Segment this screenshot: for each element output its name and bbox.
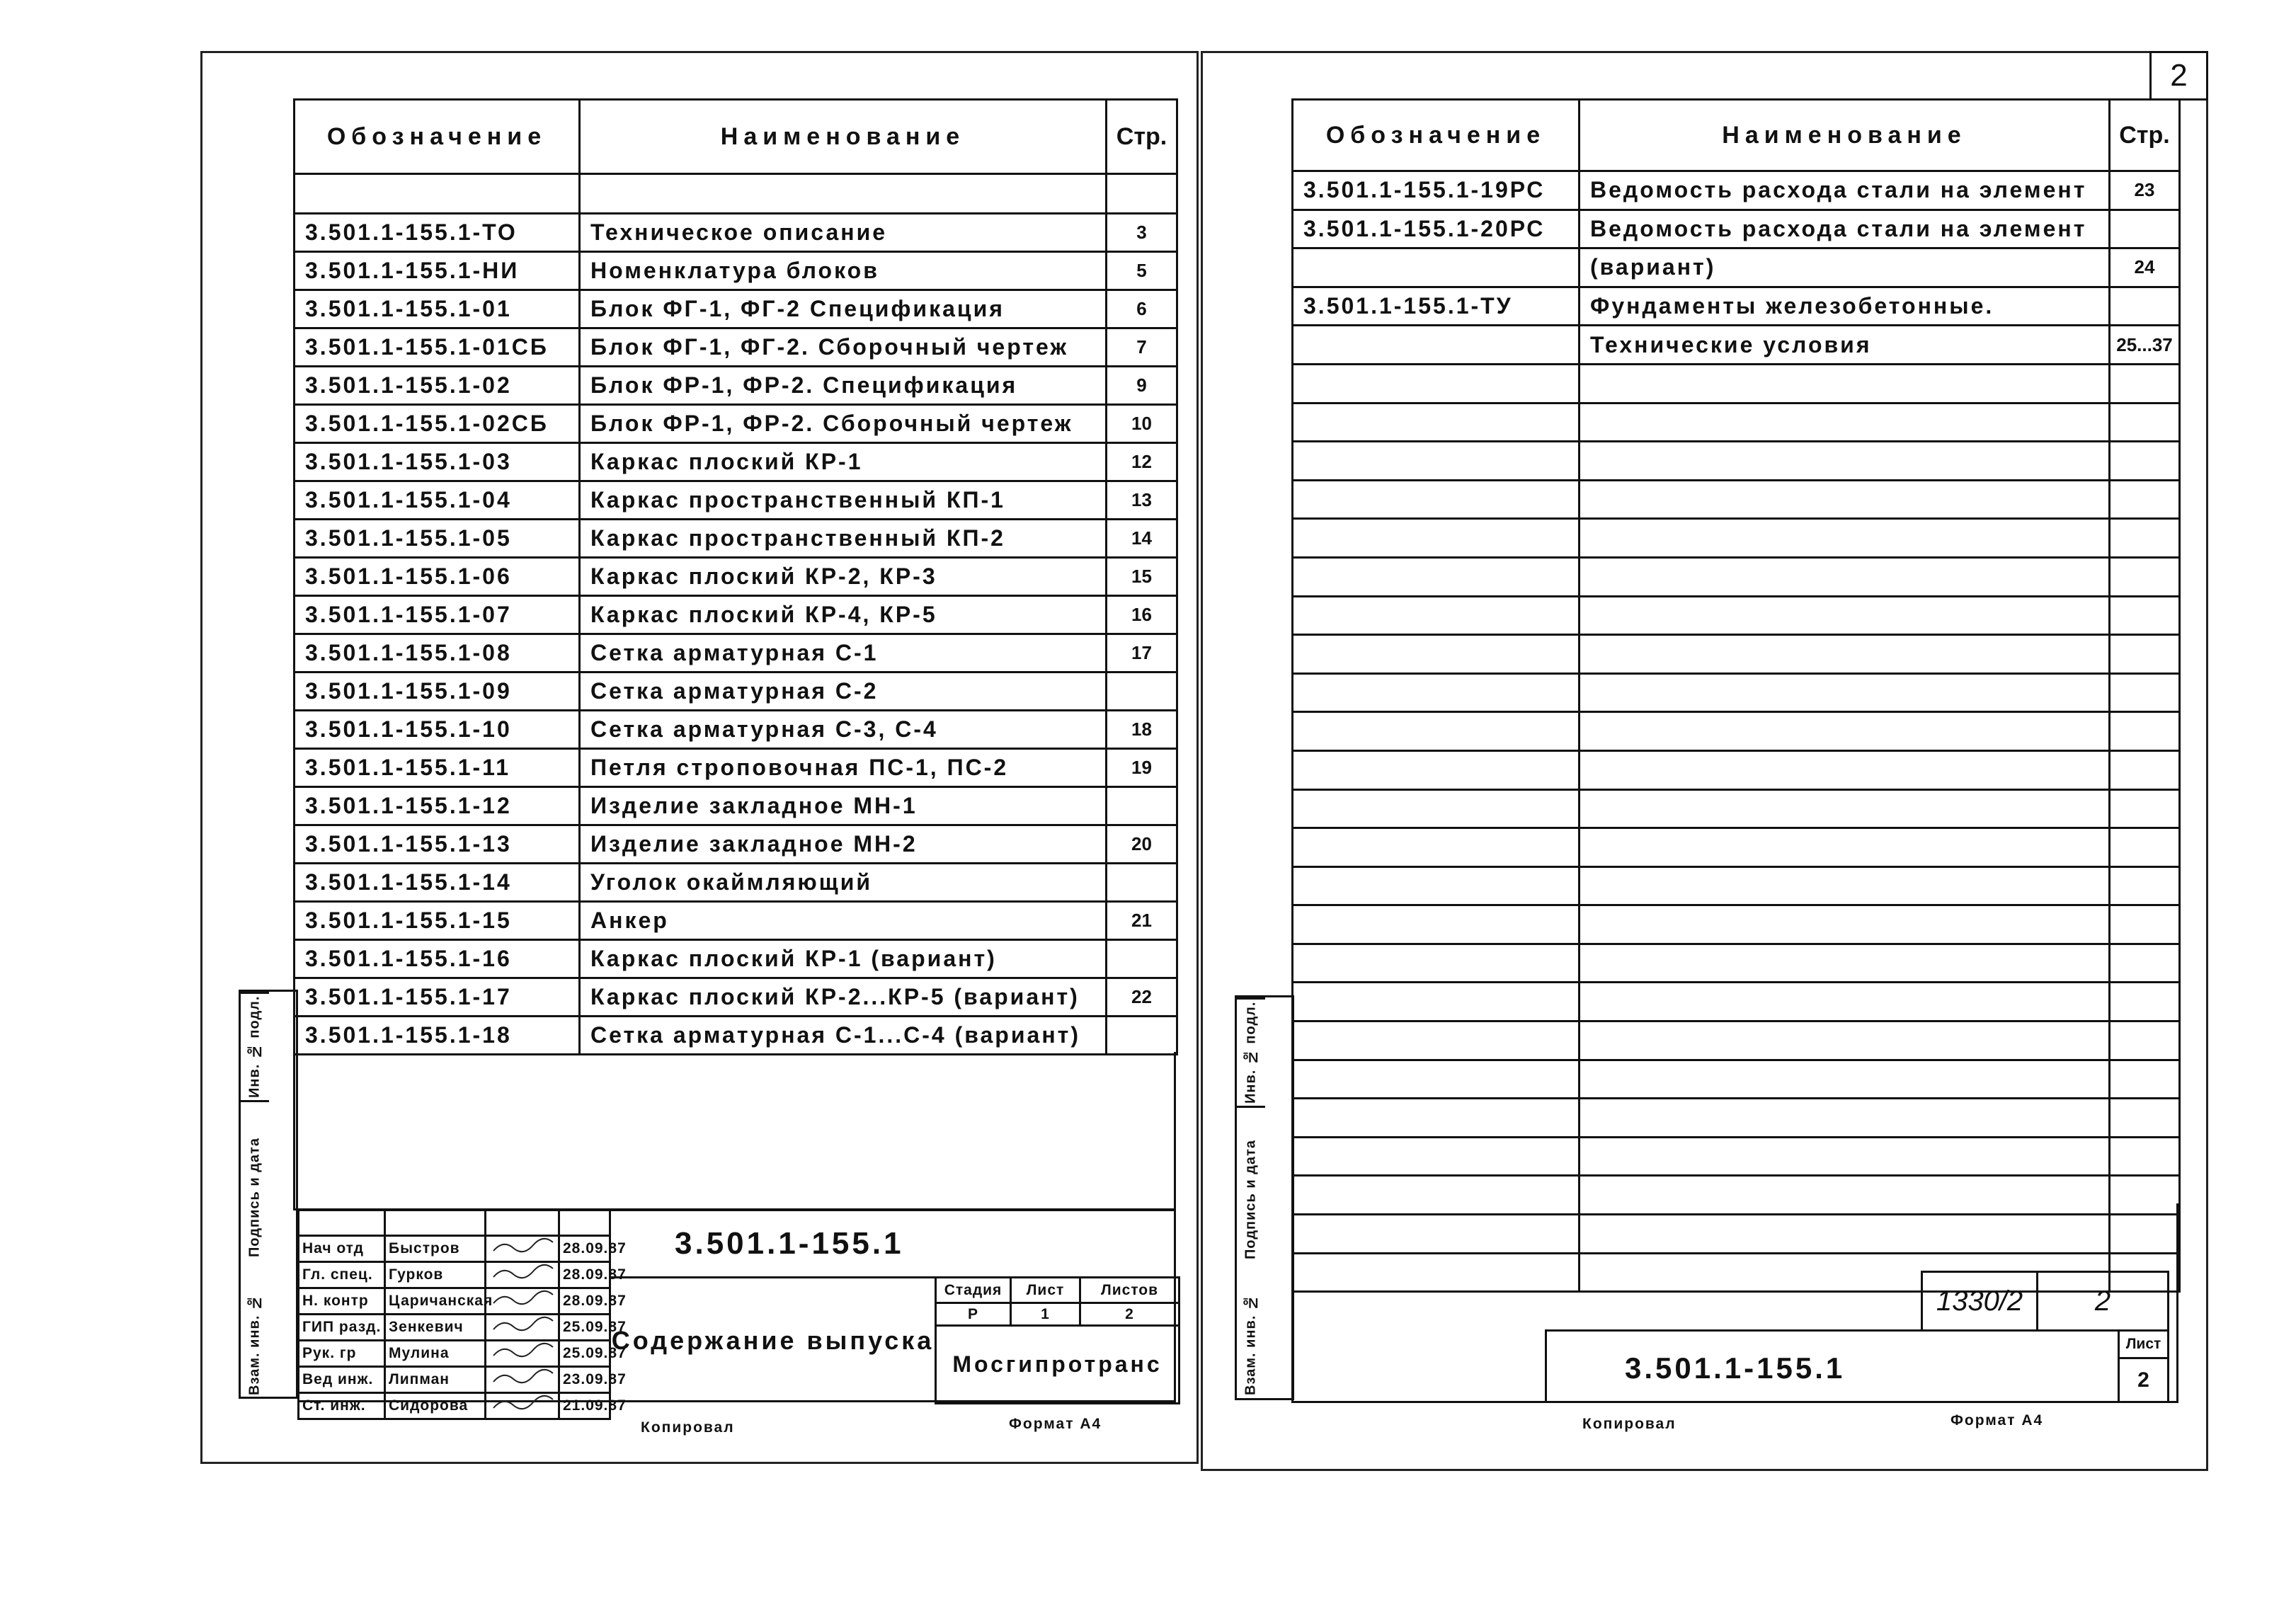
replace-inv-label: Взам. инв. № xyxy=(246,1294,263,1396)
row-page xyxy=(2110,750,2180,789)
table-row xyxy=(295,405,1177,443)
sheet-label: Лист xyxy=(2120,1332,2167,1359)
stage-value: Р xyxy=(936,1303,1011,1326)
row-page xyxy=(1107,940,1177,978)
row-designation: 3.501.1-155.1-09 xyxy=(295,672,580,711)
table-row xyxy=(1293,364,2180,403)
row-designation xyxy=(1293,519,1580,558)
signature-row xyxy=(299,1315,610,1341)
row-name: Уголок окаймляющий xyxy=(580,864,1107,902)
table-row xyxy=(1293,171,2180,210)
signature xyxy=(486,1393,559,1419)
row-designation: 3.501.1-155.1-16 xyxy=(295,940,580,978)
row-designation: 3.501.1-155.1-ТУ xyxy=(1293,287,1580,326)
row-name xyxy=(1580,712,2110,751)
table-row xyxy=(1293,673,2180,712)
row-page xyxy=(1107,864,1177,902)
row-designation xyxy=(1293,828,1580,867)
document-title: Содержание выпуска xyxy=(609,1278,935,1402)
right-title-block xyxy=(1545,1329,2169,1403)
table-row xyxy=(295,558,1177,596)
table-row xyxy=(1293,1021,2180,1060)
signer-name: Мулина xyxy=(385,1341,486,1367)
table-row xyxy=(295,978,1177,1017)
row-name: Изделие закладное МН-2 xyxy=(580,825,1107,864)
signature xyxy=(486,1341,559,1367)
row-name xyxy=(1580,519,2110,558)
row-page xyxy=(2110,1137,2180,1176)
signer-name: Царичанская xyxy=(385,1288,486,1315)
table-row xyxy=(1293,210,2180,248)
table-row xyxy=(295,672,1177,711)
row-page: 9 xyxy=(1107,367,1177,405)
row-page xyxy=(1107,1017,1177,1055)
row-page xyxy=(2110,519,2180,558)
row-page xyxy=(2110,983,2180,1021)
row-designation xyxy=(1293,557,1580,596)
row-name xyxy=(1580,442,2110,481)
table-row xyxy=(295,328,1177,367)
table-row xyxy=(295,443,1177,481)
table-row xyxy=(1293,442,2180,481)
signer-role: ГИП разд. xyxy=(299,1315,385,1341)
row-designation: 3.501.1-155.1-19РС xyxy=(1293,171,1580,210)
row-page: 13 xyxy=(1107,481,1177,520)
signer-name: Гурков xyxy=(385,1262,486,1288)
row-name: Блок ФР-1, ФР-2. Сборочный чертеж xyxy=(580,405,1107,443)
row-page: 12 xyxy=(1107,443,1177,481)
row-name: Анкер xyxy=(580,902,1107,940)
table-header xyxy=(1293,100,2180,171)
table-row xyxy=(295,902,1177,940)
signature xyxy=(486,1262,559,1288)
row-page: 23 xyxy=(2110,171,2180,210)
sign-date: 21.09.87 xyxy=(559,1393,610,1419)
row-designation: 3.501.1-155.1-08 xyxy=(295,634,580,672)
row-name xyxy=(1580,596,2110,635)
left-blank-area xyxy=(293,1052,1176,1210)
row-designation: 3.501.1-155.1-01СБ xyxy=(295,328,580,367)
row-page xyxy=(2110,866,2180,905)
signer-role: Н. контр xyxy=(299,1288,385,1315)
table-row xyxy=(1293,866,2180,905)
table-row xyxy=(1293,1099,2180,1138)
header-name: Наименование xyxy=(1580,100,2110,171)
organization: Мосгипротранс xyxy=(936,1326,1180,1404)
row-name xyxy=(1580,1060,2110,1099)
row-designation: 3.501.1-155.1-06 xyxy=(295,558,580,596)
signature-row xyxy=(299,1341,610,1367)
page-number: 2 xyxy=(2149,51,2208,101)
row-name: Каркас пространственный КП-1 xyxy=(580,481,1107,520)
doc-code: 3.501.1-155.1 xyxy=(609,1211,1176,1278)
copied-by-label: Копировал xyxy=(641,1419,735,1436)
row-designation xyxy=(1293,789,1580,828)
row-designation: 3.501.1-155.1-НИ xyxy=(295,252,580,290)
row-designation: 3.501.1-155.1-05 xyxy=(295,520,580,558)
row-designation xyxy=(1293,442,1580,481)
row-page xyxy=(2110,210,2180,248)
title-block xyxy=(297,1209,1176,1414)
row-name: Каркас плоский КР-1 (вариант) xyxy=(580,940,1107,978)
row-designation xyxy=(1293,403,1580,442)
row-designation: 3.501.1-155.1-02СБ xyxy=(295,405,580,443)
header-page: Стр. xyxy=(1107,100,1177,174)
signature-row xyxy=(299,1367,610,1393)
row-name xyxy=(1580,673,2110,712)
header-designation: Обозначение xyxy=(1293,100,1580,171)
row-name: Блок ФР-1, ФР-2. Спецификация xyxy=(580,367,1107,405)
row-page xyxy=(2110,828,2180,867)
format-label: Формат А4 xyxy=(1951,1412,2044,1429)
row-name: Номенклатура блоков xyxy=(580,252,1107,290)
copied-by-label: Копировал xyxy=(1582,1416,1677,1432)
sign-date: 25.09.87 xyxy=(559,1341,610,1367)
row-designation: 3.501.1-155.1-04 xyxy=(295,481,580,520)
row-name: Ведомость расхода стали на элемент xyxy=(1580,210,2110,248)
row-name: Каркас плоский КР-2, КР-3 xyxy=(580,558,1107,596)
header-designation: Обозначение xyxy=(295,100,580,174)
row-name: Каркас плоский КР-4, КР-5 xyxy=(580,596,1107,634)
sign-date: 28.09.87 xyxy=(559,1262,610,1288)
row-designation: 3.501.1-155.1-20РС xyxy=(1293,210,1580,248)
row-name xyxy=(1580,750,2110,789)
table-row xyxy=(295,596,1177,634)
row-page: 18 xyxy=(1107,711,1177,749)
row-designation: 3.501.1-155.1-17 xyxy=(295,978,580,1017)
table-row xyxy=(1293,635,2180,674)
row-designation: 3.501.1-155.1-01 xyxy=(295,290,580,328)
table-row xyxy=(1293,712,2180,751)
stage-label: Стадия xyxy=(936,1278,1011,1303)
inv-orig-label: Инв. № подл. xyxy=(241,992,269,1100)
table-row xyxy=(1293,248,2180,287)
signature-row xyxy=(299,1262,610,1288)
row-page: 6 xyxy=(1107,290,1177,328)
row-page xyxy=(2110,480,2180,519)
row-designation xyxy=(1293,1137,1580,1176)
row-designation xyxy=(1293,1099,1580,1138)
row-name xyxy=(1580,789,2110,828)
table-row xyxy=(295,1017,1177,1055)
row-designation xyxy=(1293,905,1580,944)
format-label: Формат А4 xyxy=(1009,1416,1102,1432)
table-row xyxy=(1293,750,2180,789)
signer-name: Липман xyxy=(385,1367,486,1393)
row-designation: 3.501.1-155.1-12 xyxy=(295,787,580,825)
row-page xyxy=(2110,557,2180,596)
sheet-value: 1 xyxy=(1011,1303,1080,1326)
table-row xyxy=(295,252,1177,290)
row-name xyxy=(1580,557,2110,596)
signature xyxy=(486,1236,559,1262)
signature xyxy=(486,1315,559,1341)
row-designation: 3.501.1-155.1-13 xyxy=(295,825,580,864)
row-name: Фундаменты железобетонные. xyxy=(1580,287,2110,326)
archive-sheet: 2 xyxy=(2094,1285,2111,1317)
header-page: Стр. xyxy=(2110,100,2180,171)
header-name: Наименование xyxy=(580,100,1107,174)
table-row xyxy=(1293,828,2180,867)
table-row xyxy=(1293,1060,2180,1099)
left-contents-table xyxy=(293,98,1178,1055)
table-row xyxy=(1293,287,2180,326)
row-name: Изделие закладное МН-1 xyxy=(580,787,1107,825)
row-page: 19 xyxy=(1107,749,1177,787)
sign-date: 25.09.87 xyxy=(559,1315,610,1341)
signature xyxy=(486,1288,559,1315)
table-row xyxy=(1293,905,2180,944)
row-page xyxy=(2110,364,2180,403)
table-row xyxy=(1293,789,2180,828)
row-page xyxy=(2110,712,2180,751)
table-row xyxy=(295,214,1177,252)
sheet-value: 2 xyxy=(2137,1368,2149,1392)
signer-role: Ст. инж. xyxy=(299,1393,385,1419)
row-page xyxy=(2110,944,2180,983)
archive-number: 1330/2 xyxy=(1923,1273,2038,1329)
table-row xyxy=(1293,326,2180,365)
row-designation xyxy=(1293,364,1580,403)
row-designation xyxy=(1293,983,1580,1021)
inv-orig-label: Инв. № подл. xyxy=(1237,997,1265,1106)
table-row xyxy=(1293,480,2180,519)
row-page xyxy=(2110,1099,2180,1138)
row-name: Сетка арматурная С-2 xyxy=(580,672,1107,711)
table-row xyxy=(1293,1137,2180,1176)
table-row xyxy=(1293,596,2180,635)
row-page: 10 xyxy=(1107,405,1177,443)
row-page xyxy=(2110,287,2180,326)
row-designation xyxy=(1293,944,1580,983)
row-name xyxy=(1580,480,2110,519)
row-name: Ведомость расхода стали на элемент xyxy=(1580,171,2110,210)
table-header xyxy=(295,100,1177,174)
row-name: Сетка арматурная С-3, С-4 xyxy=(580,711,1107,749)
row-name: Каркас пространственный КП-2 xyxy=(580,520,1107,558)
row-name: Каркас плоский КР-1 xyxy=(580,443,1107,481)
row-designation xyxy=(1293,596,1580,635)
row-designation xyxy=(1293,635,1580,674)
sign-date: 28.09.87 xyxy=(559,1288,610,1315)
signature-row xyxy=(299,1393,610,1419)
row-designation xyxy=(1293,1021,1580,1060)
table-row xyxy=(295,825,1177,864)
signature xyxy=(486,1367,559,1393)
row-designation xyxy=(1293,326,1580,365)
row-page xyxy=(2110,403,2180,442)
row-page xyxy=(2110,789,2180,828)
row-name xyxy=(1580,1137,2110,1176)
signer-name: Сидорова xyxy=(385,1393,486,1419)
row-name: (вариант) xyxy=(1580,248,2110,287)
sign-date: 23.09.87 xyxy=(559,1367,610,1393)
row-name xyxy=(1580,635,2110,674)
table-row xyxy=(295,711,1177,749)
signer-name: Зенкевич xyxy=(385,1315,486,1341)
row-page: 15 xyxy=(1107,558,1177,596)
row-name xyxy=(1580,828,2110,867)
row-page xyxy=(2110,442,2180,481)
table-row xyxy=(1293,944,2180,983)
row-page xyxy=(1107,672,1177,711)
doc-code: 3.501.1-155.1 xyxy=(1625,1351,1846,1385)
signer-name: Быстров xyxy=(385,1236,486,1262)
sheets-label: Листов xyxy=(1080,1278,1180,1303)
row-page: 20 xyxy=(1107,825,1177,864)
row-name xyxy=(1580,364,2110,403)
row-designation: 3.501.1-155.1-03 xyxy=(295,443,580,481)
sign-date-label: Подпись и дата xyxy=(241,1100,269,1293)
row-name: Блок ФГ-1, ФГ-2. Сборочный чертеж xyxy=(580,328,1107,367)
table-row xyxy=(295,787,1177,825)
signer-role: Нач отд xyxy=(299,1236,385,1262)
table-row xyxy=(295,749,1177,787)
row-page: 25...37 xyxy=(2110,326,2180,365)
row-designation: 3.501.1-155.1-02 xyxy=(295,367,580,405)
row-name xyxy=(1580,905,2110,944)
signature-row xyxy=(299,1288,610,1315)
row-name: Петля строповочная ПС-1, ПС-2 xyxy=(580,749,1107,787)
row-name: Сетка арматурная С-1...С-4 (вариант) xyxy=(580,1017,1107,1055)
table-row xyxy=(295,367,1177,405)
signer-role: Рук. гр xyxy=(299,1341,385,1367)
sign-date-label: Подпись и дата xyxy=(1237,1106,1265,1292)
row-designation: 3.501.1-155.1-14 xyxy=(295,864,580,902)
signer-role: Вед инж. xyxy=(299,1367,385,1393)
row-page xyxy=(2110,596,2180,635)
row-name: Технические условия xyxy=(1580,326,2110,365)
row-designation: 3.501.1-155.1-15 xyxy=(295,902,580,940)
row-page xyxy=(2110,1021,2180,1060)
row-name xyxy=(1580,866,2110,905)
row-page xyxy=(2110,1060,2180,1099)
row-page: 24 xyxy=(2110,248,2180,287)
side-stamp xyxy=(1235,995,1294,1400)
row-designation xyxy=(1293,248,1580,287)
row-name: Блок ФГ-1, ФГ-2 Спецификация xyxy=(580,290,1107,328)
table-row xyxy=(295,481,1177,520)
row-page xyxy=(2110,673,2180,712)
row-name xyxy=(1580,983,2110,1021)
row-page: 22 xyxy=(1107,978,1177,1017)
row-designation: 3.501.1-155.1-10 xyxy=(295,711,580,749)
row-name: Сетка арматурная С-1 xyxy=(580,634,1107,672)
row-name xyxy=(1580,944,2110,983)
table-row xyxy=(295,940,1177,978)
row-name xyxy=(1580,1021,2110,1060)
sign-date: 28.09.87 xyxy=(559,1236,610,1262)
row-page: 16 xyxy=(1107,596,1177,634)
signer-role: Гл. спец. xyxy=(299,1262,385,1288)
side-stamp xyxy=(239,990,298,1399)
sheet-label: Лист xyxy=(1011,1278,1080,1303)
table-row xyxy=(1293,983,2180,1021)
table-row xyxy=(1293,557,2180,596)
row-page: 21 xyxy=(1107,902,1177,940)
row-name xyxy=(1580,403,2110,442)
row-page xyxy=(1107,787,1177,825)
signature-row xyxy=(299,1236,610,1262)
row-name: Техническое описание xyxy=(580,214,1107,252)
row-designation xyxy=(1293,480,1580,519)
replace-inv-label: Взам. инв. № xyxy=(1243,1294,1259,1396)
right-contents-table xyxy=(1291,98,2181,1293)
table-row xyxy=(295,520,1177,558)
sheets-value: 2 xyxy=(1080,1303,1180,1326)
row-designation: 3.501.1-155.1-07 xyxy=(295,596,580,634)
row-page: 5 xyxy=(1107,252,1177,290)
table-row xyxy=(295,634,1177,672)
row-designation: 3.501.1-155.1-ТО xyxy=(295,214,580,252)
row-designation xyxy=(1293,866,1580,905)
row-designation: 3.501.1-155.1-11 xyxy=(295,749,580,787)
row-designation xyxy=(1293,1060,1580,1099)
table-row xyxy=(1293,403,2180,442)
row-name xyxy=(1580,1099,2110,1138)
table-row xyxy=(295,290,1177,328)
row-page: 17 xyxy=(1107,634,1177,672)
table-row xyxy=(295,864,1177,902)
row-page: 7 xyxy=(1107,328,1177,367)
row-designation xyxy=(1293,750,1580,789)
row-designation xyxy=(1293,673,1580,712)
row-page: 14 xyxy=(1107,520,1177,558)
row-designation: 3.501.1-155.1-18 xyxy=(295,1017,580,1055)
row-page xyxy=(2110,635,2180,674)
row-name: Каркас плоский КР-2...КР-5 (вариант) xyxy=(580,978,1107,1017)
row-page: 3 xyxy=(1107,214,1177,252)
row-designation xyxy=(1293,712,1580,751)
table-row xyxy=(1293,519,2180,558)
row-page xyxy=(2110,905,2180,944)
table-row xyxy=(295,174,1177,214)
